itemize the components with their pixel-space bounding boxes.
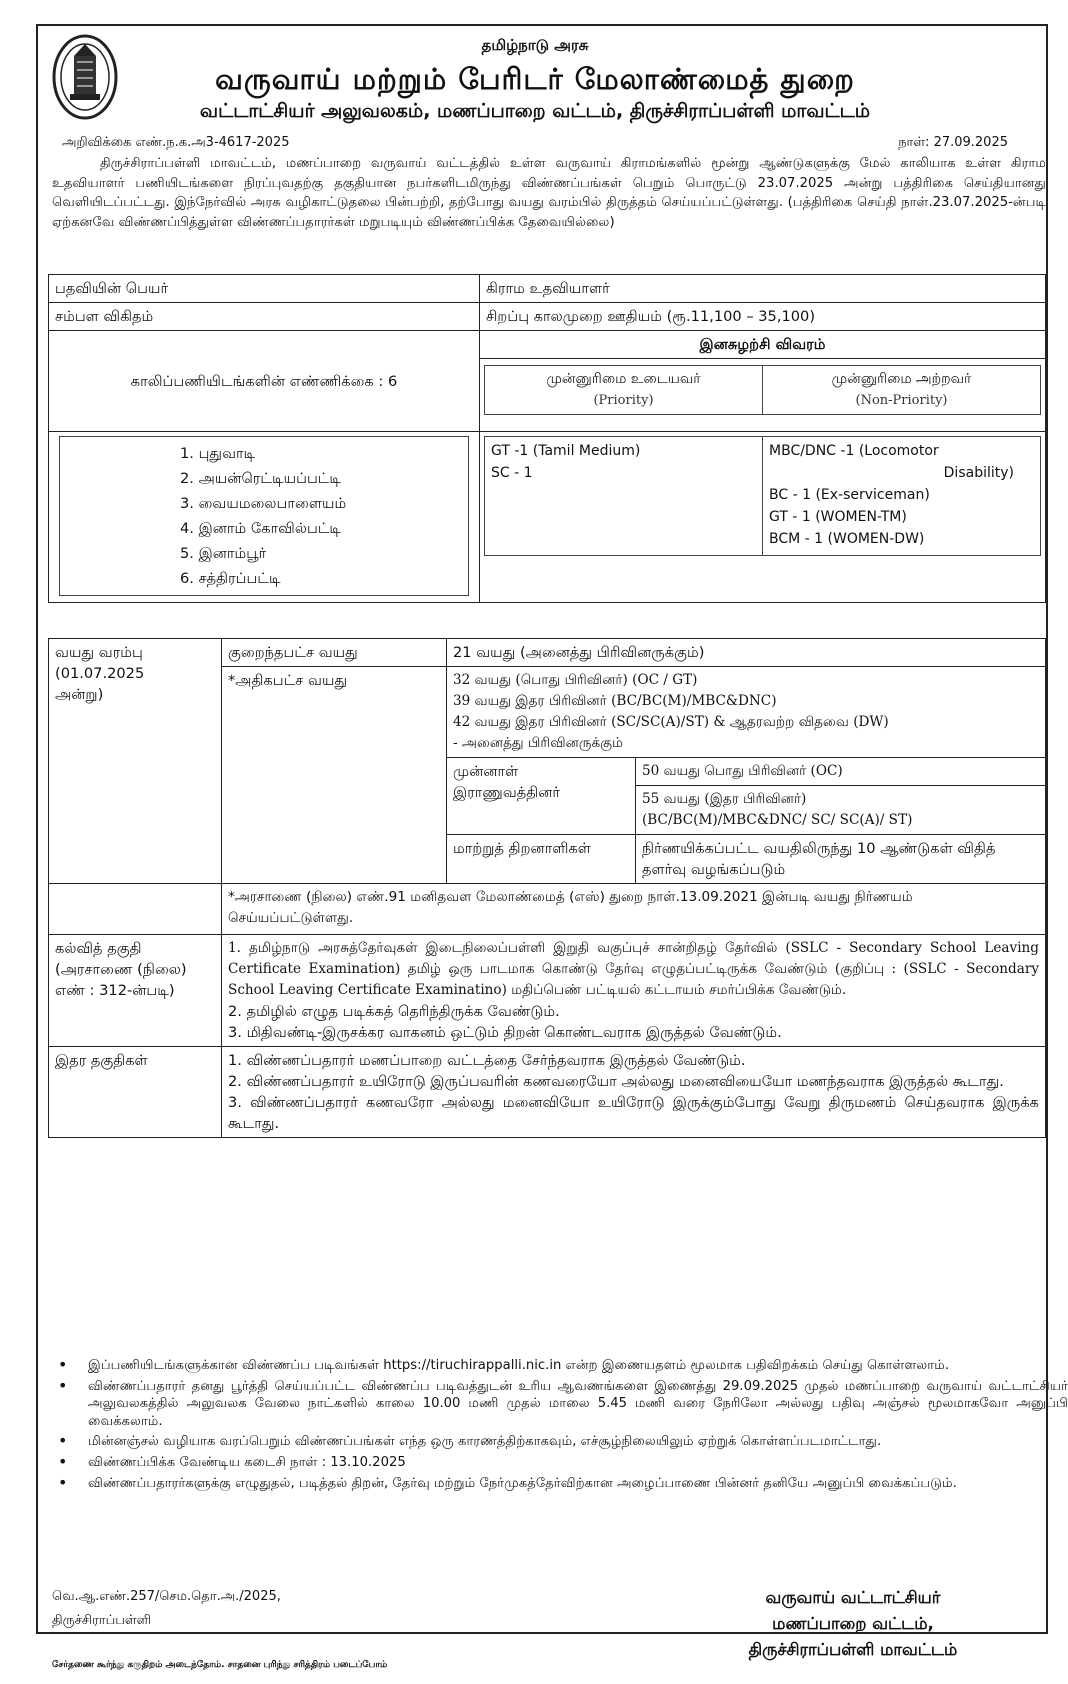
release-number: வெ.ஆ.எண்.257/செம.தொ.அ./2025, xyxy=(52,1589,281,1604)
nonpriority-item: Disability) xyxy=(943,465,1014,481)
priority-item: SC - 1 xyxy=(491,465,533,481)
nonpriority-header xyxy=(763,366,1041,415)
nonpriority-item: BCM - 1 (WOMEN-DW) xyxy=(769,531,925,547)
min-age-label: குறைந்தபட்ச வயது xyxy=(222,639,447,667)
rotation-title: இனசுழற்சி விவரம் xyxy=(480,331,1045,359)
department-title: வருவாய் மற்றும் பேரிடர் மேலாண்மைத் துறை xyxy=(215,62,855,96)
nonpriority-item: GT - 1 (WOMEN-TM) xyxy=(769,509,907,525)
post-name-value: கிராம உதவியாளர் xyxy=(480,275,1046,303)
priority-header-table xyxy=(484,365,1041,415)
ex-servicemen-line: 55 வயது (இதர பிரிவினர்) xyxy=(642,791,807,807)
office-title: வட்டாட்சியர் அலுவலகம், மணப்பாறை வட்டம், திருச்சிராப்பள்ளி மாவட்டம் xyxy=(199,100,871,122)
nonpriority-label-en: (Non-Priority) xyxy=(855,393,948,408)
other-item: 2. விண்ணப்பதாரர் உயிரோடு இருப்பவரின் கணவரையோ அல்லது மனைவியையோ மணந்தவராக இருத்தல் கூடாது. xyxy=(228,1073,1004,1090)
max-age-label: *அதிகபட்ச வயது xyxy=(222,667,447,884)
village-item: 5. இனாம்பூர் xyxy=(180,545,267,562)
priority-label-ta: முன்னுரிமை உடையவர் xyxy=(546,371,701,387)
note-item: • மின்னஞ்சல் வழியாக வரப்பெறும் விண்ணப்பங்கள் எந்த ஒரு காரணத்திற்காகவும், எச்சூழ்நிலையிலும் ஏற்றுக் கொள்ளப்படமாட்டாது. xyxy=(74,1433,1068,1451)
differently-abled-value: நிர்ணயிக்கப்பட்ட வயதிலிருந்து 10 ஆண்டுகள் விதித் தளர்வு வழங்கப்படும் xyxy=(636,835,1046,884)
max-age-line: 42 வயது இதர பிரிவினர் (SC/SC(A)/ST) & ஆதரவற்ற விதவை (DW) xyxy=(453,714,889,730)
pay-scale-label: சம்பள விகிதம் xyxy=(49,303,480,331)
nonpriority-label-ta: முன்னுரிமை அற்றவர் xyxy=(831,371,972,387)
education-value xyxy=(222,935,1046,1047)
age-label-text: வயது வரம்பு xyxy=(55,644,143,661)
nonpriority-item: BC - 1 (Ex-serviceman) xyxy=(769,487,930,503)
ex-servicemen-label: முன்னாள் இராணுவத்தினர் xyxy=(447,758,636,835)
village-list xyxy=(59,436,469,596)
notes-list xyxy=(52,1357,1068,1495)
note-item: • விண்ணப்பதாரர்களுக்கு எழுதுதல், படித்தல் திறன், தேர்வு மற்றும் நேர்முகத்தேர்விற்கான அழைப்பாணை பின்னர் தனியே அனுப்பி வைக்கப்படும். xyxy=(74,1475,1068,1493)
vacancy-count: காலிப்பணியிடங்களின் எண்ணிக்கை : 6 xyxy=(49,331,480,432)
nonpriority-item: MBC/DNC -1 (Locomotor xyxy=(769,443,939,459)
max-age-line: 32 வயது (பொது பிரிவினர்) (OC / GT) xyxy=(453,672,698,688)
village-item: 4. இனாம் கோவில்பட்டி xyxy=(180,520,342,537)
post-details-table xyxy=(48,274,1046,603)
pay-scale-value: சிறப்பு காலமுறை ஊதியம் (ரூ.11,100 – 35,100) xyxy=(480,303,1046,331)
priority-list xyxy=(485,437,763,556)
max-age-value xyxy=(447,667,1046,758)
ex-servicemen-oc: 50 வயது பொது பிரிவினர் (OC) xyxy=(636,758,1046,786)
note-item: • இப்பணியிடங்களுக்கான விண்ணப்ப படிவங்கள் https://tiruchirappalli.nic.in என்ற இணையதளம் மூலமாக பதிவிறக்கம் செய்து கொள்ளலாம். xyxy=(74,1357,1068,1375)
age-label-end: அன்று) xyxy=(55,686,104,703)
ex-servicemen-others xyxy=(636,786,1046,835)
min-age-value: 21 வயது (அனைத்து பிரிவினருக்கும்) xyxy=(447,639,1046,667)
differently-abled-label: மாற்றுத் திறனாளிகள் xyxy=(447,835,636,884)
rotation-table xyxy=(484,436,1041,556)
age-label-date: (01.07.2025 xyxy=(55,665,145,682)
education-item: 1. தமிழ்நாடு அரசுத்தேர்வுகள் இடைநிலைப்பள்ளி இறுதி வகுப்புச் சான்றிதழ் தேர்வில் (SSLC - Secondary School Leaving Certificate Examination) தமிழ் ஒரு பாடமாக கொண்டு தேர்வு எழுதப்பட்டிருக்க வேண்டும் (குறிப்பு : (SSLC - Secondary School Leaving Certificate Examinatino) மதிப்பெண் பட்டியல் கட்டாயம் சமர்ப்பிக்க வேண்டும். xyxy=(228,940,1039,998)
note-item: • விண்ணப்பதாரர் தனது பூர்த்தி செய்யப்பட்ட விண்ணப்ப படிவத்துடன் உரிய ஆவணங்களை இணைத்து 29.09.2025 முதல் மணப்பாறை வருவாய் வட்டாட்சியர் அலுவலகத்தில் அலுவலக வேலை நாட்களில் காலை 10.00 மணி முதல் மாலை 5.45 மணி வரை நேரிலோ அல்லது பதிவு அஞ்சல் மூலமாகவோ அனுப்பி வைக்கலாம். xyxy=(74,1378,1068,1431)
max-age-line: 39 வயது இதர பிரிவினர் (BC/BC(M)/MBC&DNC) xyxy=(453,693,777,709)
village-item: 3. வையமலைபாளையம் xyxy=(180,495,347,512)
go-note: *அரசாணை (நிலை) எண்.91 மனிதவள மேலாண்மைத் (எஸ்) துறை நாள்.13.09.2021 இன்படி வயது நிர்ணயம் செய்யப்பட்டுள்ளது. xyxy=(222,884,1046,935)
intro-paragraph: திருச்சிராப்பள்ளி மாவட்டம், மணப்பாறை வருவாய் வட்டத்தில் உள்ள வருவாய் கிராமங்களில் மூன்று ஆண்டுகளுக்கு மேல் காலியாக உள்ள கிராம உதவியாளர் பணியிடங்களை நிரப்புவதற்கு தகுதியான நபர்களிடமிருந்து விண்ணப்பங்கள் பெறும் பொருட்டு 23.07.2025 அன்று பத்திரிகை செய்தியானது வெளியிடப்பட்டது. இந்நேர்வில் அரசு வழிகாட்டுதலை பின்பற்றி, தற்போது வயது வரம்பில் திருத்தம் செய்யப்பட்டுள்ளது. (பத்திரிகை செய்தி நாள்.23.07.2025-ன்படி ஏற்கனவே விண்ணப்பித்துள்ள விண்ணப்பதாரர்கள் மறுபடியும் விண்ணப்பிக்க தேவையில்லை) xyxy=(52,156,1046,230)
signature-block xyxy=(688,1585,1018,1663)
other-qualifications-label: இதர தகுதிகள் xyxy=(49,1047,222,1138)
govt-title: தமிழ்நாடு அரசு xyxy=(481,36,589,54)
signatory-district: திருச்சிராப்பள்ளி மாவட்டம் xyxy=(748,1640,958,1659)
other-qualifications-value xyxy=(222,1047,1046,1138)
education-label: கல்வித் தகுதி (அரசாணை (நிலை) எண் : 312-ன்படி) xyxy=(49,935,222,1047)
priority-item: GT -1 (Tamil Medium) xyxy=(491,443,641,459)
education-item: 3. மிதிவண்டி-இருசக்கர வாகனம் ஒட்டும் திறன் கொண்டவராக இருத்தல் வேண்டும். xyxy=(228,1024,782,1041)
slogan: சேர்தணை கூர்ந்து கருதிறம் அடைந்தோம். சாதனை புரிந்து சரித்திரம் படைப்போம் xyxy=(52,1660,388,1670)
other-item: 3. விண்ணப்பதாரர் கணவரோ அல்லது மனைவியோ உயிரோடு இருக்கும்போது வேறு திருமணம் செய்தவராக இருக்க கூடாது. xyxy=(228,1094,1039,1132)
eligibility-table xyxy=(48,638,1046,1138)
empty-cell xyxy=(49,884,222,935)
village-item: 2. அயன்ரெட்டியப்பட்டி xyxy=(180,470,342,487)
ex-servicemen-line: (BC/BC(M)/MBC&DNC/ SC/ SC(A)/ ST) xyxy=(642,812,913,828)
other-item: 1. விண்ணப்பதாரர் மணப்பாறை வட்டத்தை சேர்ந்தவராக இருத்தல் வேண்டும். xyxy=(228,1052,746,1069)
post-name-label: பதவியின் பெயர் xyxy=(49,275,480,303)
age-limit-label xyxy=(49,639,222,884)
nonpriority-list xyxy=(763,437,1041,556)
priority-label-en: (Priority) xyxy=(593,393,654,408)
notice-date: நாள்: 27.09.2025 xyxy=(898,135,1008,150)
village-item: 1. புதுவாடி xyxy=(180,445,256,462)
notice-page xyxy=(12,10,1068,1670)
education-item: 2. தமிழில் எழுத படிக்கத் தெரிந்திருக்க வேண்டும். xyxy=(228,1003,560,1020)
note-item: • விண்ணப்பிக்க வேண்டிய கடைசி நாள் : 13.10.2025 xyxy=(74,1454,1068,1472)
priority-header xyxy=(485,366,763,415)
village-item: 6. சத்திரப்பட்டி xyxy=(180,570,281,587)
notice-reference: அறிவிக்கை எண்.ந.க.அ3-4617-2025 xyxy=(62,135,290,150)
footer-reference xyxy=(52,1585,281,1633)
place: திருச்சிராப்பள்ளி xyxy=(52,1613,152,1628)
signatory-taluk: மணப்பாறை வட்டம், xyxy=(772,1614,934,1633)
signatory-title: வருவாய் வட்டாட்சியர் xyxy=(765,1588,941,1607)
max-age-line: - அனைத்து பிரிவினருக்கும் xyxy=(453,735,624,751)
